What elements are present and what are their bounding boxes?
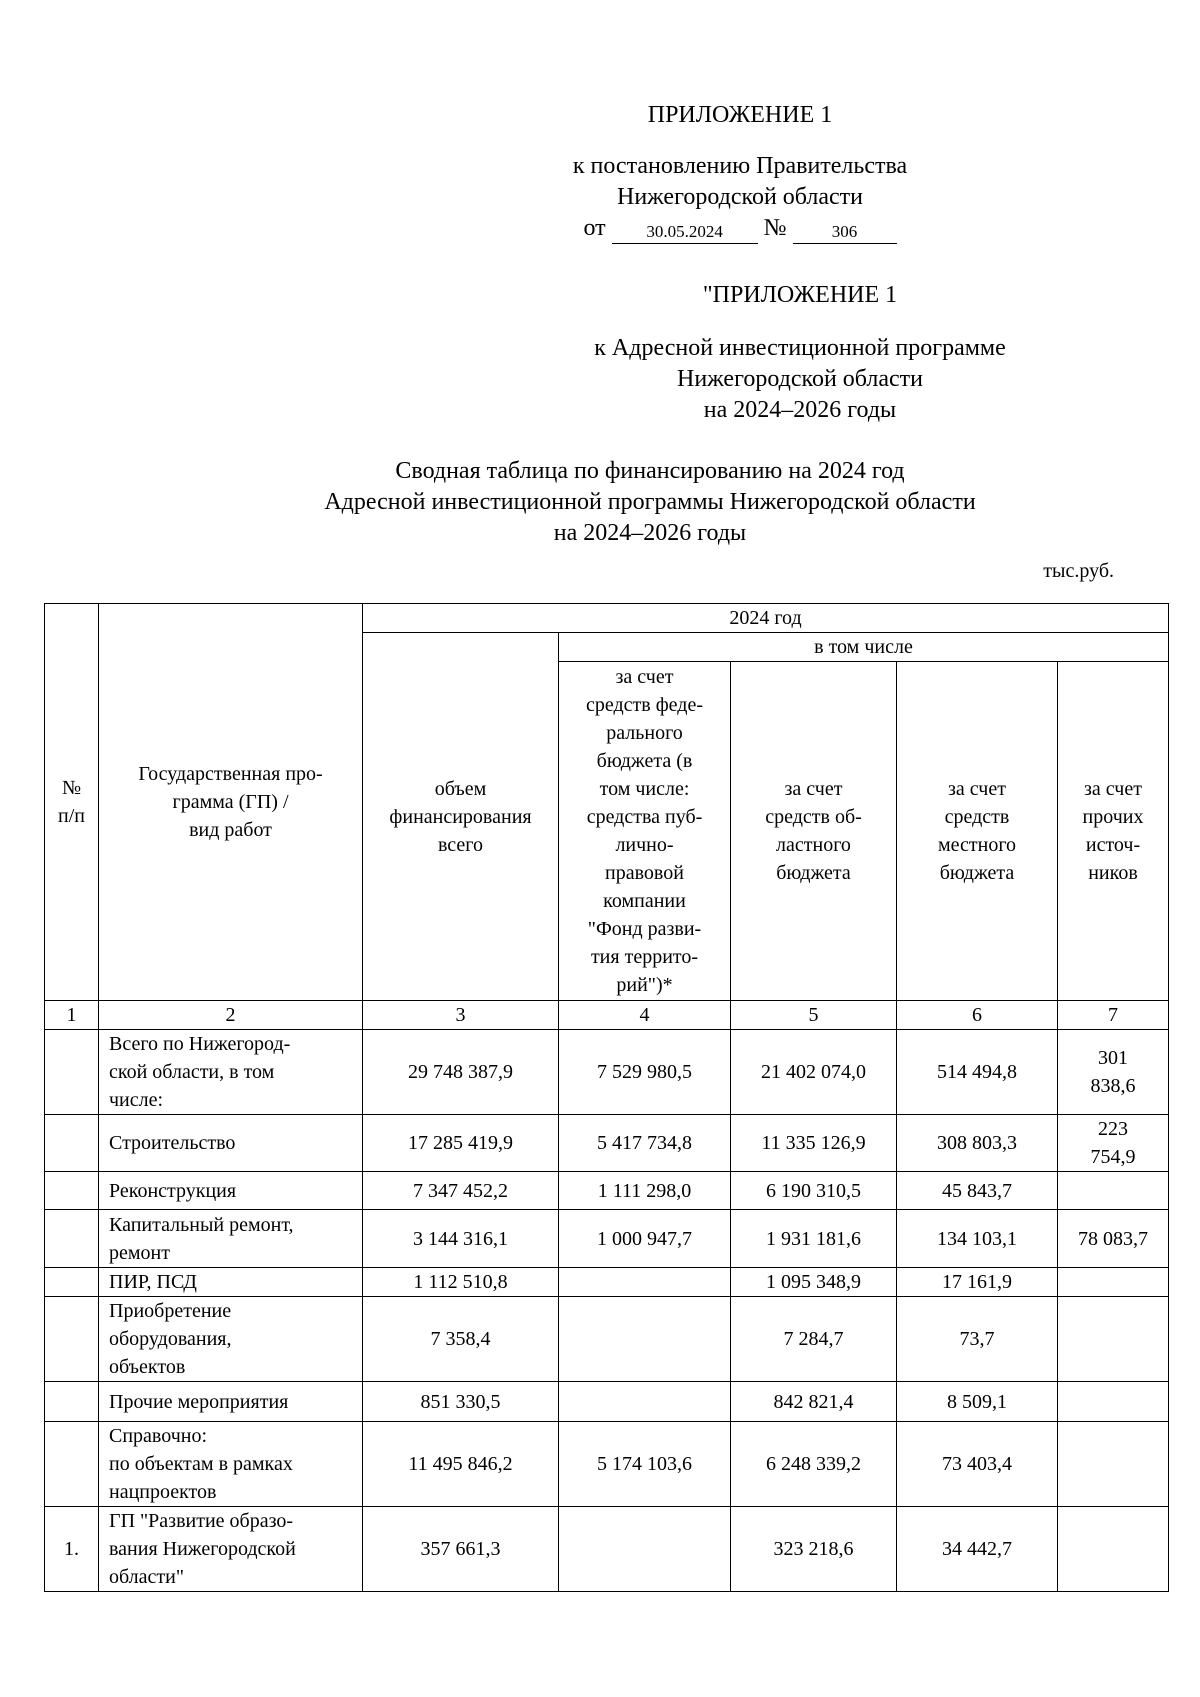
- row-total: 29 748 387,9: [363, 1030, 559, 1115]
- row-regional: 7 284,7: [731, 1297, 897, 1382]
- header-total: объем финансирования всего: [363, 633, 559, 1001]
- quoted-appendix-line-1: к Адресной инвестиционной программе: [594, 335, 1006, 361]
- row-num: [45, 1382, 99, 1422]
- row-name: ПИР, ПСД: [99, 1268, 363, 1297]
- row-name: Прочие мероприятия: [99, 1382, 363, 1422]
- row-regional: 6 190 310,5: [731, 1172, 897, 1210]
- table-row: [45, 1422, 1169, 1507]
- row-num: [45, 1115, 99, 1172]
- row-federal: 7 529 980,5: [559, 1030, 731, 1115]
- quoted-appendix-line-3: на 2024–2026 годы: [703, 397, 897, 423]
- decree-number: 306: [793, 221, 897, 244]
- row-federal: 5 417 734,8: [559, 1115, 731, 1172]
- column-numbers-row: [45, 1001, 1169, 1030]
- row-local: 134 103,1: [897, 1210, 1058, 1268]
- row-regional: 323 218,6: [731, 1507, 897, 1592]
- table-row: [45, 1030, 1169, 1115]
- row-name: Капитальный ремонт, ремонт: [99, 1210, 363, 1268]
- column-number: 2: [99, 1001, 363, 1030]
- row-total: 851 330,5: [363, 1382, 559, 1422]
- row-local: 308 803,3: [897, 1115, 1058, 1172]
- row-num: [45, 1030, 99, 1115]
- table-row: [45, 1382, 1169, 1422]
- table-row: [45, 1172, 1169, 1210]
- appendix-title: ПРИЛОЖЕНИЕ 1: [647, 102, 833, 128]
- row-name: Справочно: по объектам в рамках нацпроектов: [99, 1422, 363, 1507]
- header-local: за счет средств местного бюджета: [897, 662, 1058, 1001]
- row-other: [1058, 1297, 1169, 1382]
- row-num: [45, 1172, 99, 1210]
- number-prefix: №: [763, 215, 787, 241]
- row-name: Строительство: [99, 1115, 363, 1172]
- row-other: 223 754,9: [1058, 1115, 1169, 1172]
- row-regional: 6 248 339,2: [731, 1422, 897, 1507]
- row-federal: [559, 1507, 731, 1592]
- row-num: [45, 1210, 99, 1268]
- decree-date: 30.05.2024: [612, 221, 758, 244]
- table-title: [190, 456, 1110, 549]
- row-other: [1058, 1507, 1169, 1592]
- row-total: 357 661,3: [363, 1507, 559, 1592]
- header-federal: за счет средств феде- рального бюджета (в том числе: средства пуб- лично- правовой компании "Фонд разви- тия террито- рий")*: [559, 662, 731, 1001]
- row-num: [45, 1422, 99, 1507]
- table-row: [45, 1507, 1169, 1592]
- row-regional: 11 335 126,9: [731, 1115, 897, 1172]
- row-num: [45, 1268, 99, 1297]
- appendix-line-1: к постановлению Правительства: [572, 153, 908, 179]
- row-num: 1.: [45, 1507, 99, 1592]
- row-regional: 1 931 181,6: [731, 1210, 897, 1268]
- table-row: [45, 1210, 1169, 1268]
- row-num: [45, 1297, 99, 1382]
- column-number: 3: [363, 1001, 559, 1030]
- row-federal: [559, 1382, 731, 1422]
- funding-table: [44, 603, 1169, 1592]
- row-other: 78 083,7: [1058, 1210, 1169, 1268]
- row-total: 3 144 316,1: [363, 1210, 559, 1268]
- appendix-header: [560, 100, 920, 244]
- appendix-date-line: [560, 213, 920, 244]
- row-other: [1058, 1268, 1169, 1297]
- row-local: 34 442,7: [897, 1507, 1058, 1592]
- table-title-line-1: Сводная таблица по финансированию на 2024 год: [395, 458, 905, 484]
- table-row: [45, 1297, 1169, 1382]
- table-title-line-2: Адресной инвестиционной программы Нижегородской области: [324, 489, 976, 515]
- column-number: 7: [1058, 1001, 1169, 1030]
- quoted-appendix-line-2: Нижегородской области: [676, 366, 924, 392]
- row-name: Всего по Нижегород- ской области, в том числе:: [99, 1030, 363, 1115]
- date-prefix: от: [583, 215, 606, 241]
- row-local: 8 509,1: [897, 1382, 1058, 1422]
- appendix-line-2: Нижегородской области: [616, 184, 864, 210]
- row-federal: [559, 1268, 731, 1297]
- row-regional: 21 402 074,0: [731, 1030, 897, 1115]
- header-regional: за счет средств об- ластного бюджета: [731, 662, 897, 1001]
- column-number: 5: [731, 1001, 897, 1030]
- row-other: [1058, 1422, 1169, 1507]
- header-program: Государственная про- грамма (ГП) / вид работ: [99, 604, 363, 1001]
- table-title-line-3: на 2024–2026 годы: [553, 520, 747, 546]
- header-other: за счет прочих источ- ников: [1058, 662, 1169, 1001]
- row-other: [1058, 1172, 1169, 1210]
- row-other: 301 838,6: [1058, 1030, 1169, 1115]
- row-name: Реконструкция: [99, 1172, 363, 1210]
- row-total: 1 112 510,8: [363, 1268, 559, 1297]
- row-local: 73,7: [897, 1297, 1058, 1382]
- row-local: 73 403,4: [897, 1422, 1058, 1507]
- header-year: 2024 год: [363, 604, 1169, 633]
- row-total: 17 285 419,9: [363, 1115, 559, 1172]
- row-local: 45 843,7: [897, 1172, 1058, 1210]
- row-federal: 5 174 103,6: [559, 1422, 731, 1507]
- header-num: № п/п: [45, 604, 99, 1001]
- row-local: 514 494,8: [897, 1030, 1058, 1115]
- row-local: 17 161,9: [897, 1268, 1058, 1297]
- row-total: 7 358,4: [363, 1297, 559, 1382]
- row-total: 11 495 846,2: [363, 1422, 559, 1507]
- row-regional: 1 095 348,9: [731, 1268, 897, 1297]
- row-name: Приобретение оборудования, объектов: [99, 1297, 363, 1382]
- row-federal: [559, 1297, 731, 1382]
- row-total: 7 347 452,2: [363, 1172, 559, 1210]
- row-name: ГП "Развитие образо- вания Нижегородской области": [99, 1507, 363, 1592]
- table-row: [45, 1268, 1169, 1297]
- quoted-appendix-header: [470, 280, 1130, 426]
- row-federal: 1 000 947,7: [559, 1210, 731, 1268]
- row-other: [1058, 1382, 1169, 1422]
- row-federal: 1 111 298,0: [559, 1172, 731, 1210]
- table-row: [45, 1115, 1169, 1172]
- column-number: 1: [45, 1001, 99, 1030]
- header-including: в том числе: [559, 633, 1169, 662]
- column-number: 4: [559, 1001, 731, 1030]
- column-number: 6: [897, 1001, 1058, 1030]
- unit-label: тыс.руб.: [1043, 560, 1114, 582]
- row-regional: 842 821,4: [731, 1382, 897, 1422]
- quoted-appendix-title: "ПРИЛОЖЕНИЕ 1: [702, 282, 898, 308]
